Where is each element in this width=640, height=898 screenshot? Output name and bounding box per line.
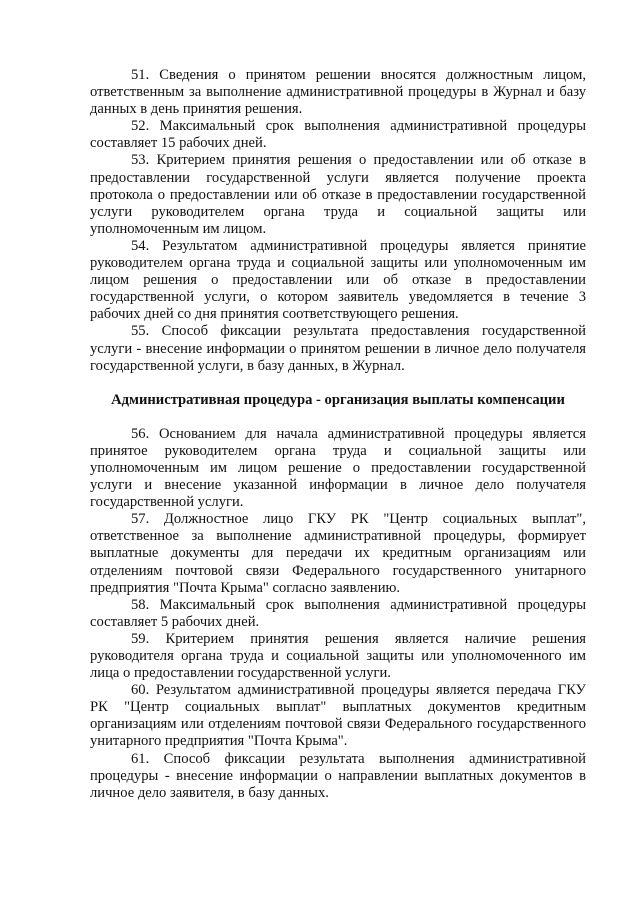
section-heading: Административная процедура - организация выплаты компенсации — [111, 391, 565, 408]
paragraph-56: 56. Основанием для начала административной процедуры является принятое руководителем органа труда и социальной защиты или уполномоченным им лицом решение о предоставлении государственной услуги и внесение указанной информации в личное дело получателя государственной услуги. — [90, 425, 586, 511]
paragraph-59: 59. Критерием принятия решения является наличие решения руководителя органа труда и социальной защиты или уполномоченного им лица о предоставлении государственной услуги. — [90, 630, 586, 682]
paragraph-52: 52. Максимальный срок выполнения административной процедуры составляет 15 рабочих дней. — [90, 118, 586, 152]
paragraph-51: 51. Сведения о принятом решении вносятся должностным лицом, ответственным за выполнение административной процедуры в Журнал и базу данных в день принятия решения. — [90, 67, 586, 118]
paragraph-55: 55. Способ фиксации результата предоставления государственной услуги - внесение информации о принятом решении в личное дело получателя государственной услуги, в базу данных, в Журнал. — [90, 323, 586, 374]
paragraph-57: 57. Должностное лицо ГКУ РК "Центр социальных выплат", ответственное за выполнение административной процедуры, формирует выплатные документы для передачи их кредитным организациям или отделениям почтовой связи Федерального государственного унитарного предприятия "Почта Крыма" согласно заявлению. — [90, 511, 586, 596]
document-page — [90, 67, 586, 802]
paragraph-61: 61. Способ фиксации результата выполнения административной процедуры - внесение информации о направлении выплатных документов в личное дело заявителя, в базу данных. — [90, 750, 586, 801]
paragraph-58: 58. Максимальный срок выполнения административной процедуры составляет 5 рабочих дней. — [90, 596, 586, 630]
paragraph-60: 60. Результатом административной процедуры является передача ГКУ РК "Центр социальных выплат" выплатных документов кредитным организациям или отделениям почтовой связи Федерального государственного унитарного предприятия "Почта Крыма". — [90, 682, 586, 750]
paragraph-54: 54. Результатом административной процедуры является принятие руководителем органа труда и социальной защиты или уполномоченным им лицом решения о предоставлении или об отказе в предоставлении государственной услуги, о котором заявитель уведомляется в течение 3 рабочих дней со дня принятия соответствующего решения. — [90, 237, 586, 323]
paragraph-53: 53. Критерием принятия решения о предоставлении или об отказе в предоставлении государственной услуги является получение проекта протокола о предоставлении или об отказе в предоставлении государственной услуги руководителем органа труда и социальной защиты или уполномоченным им лицом. — [90, 152, 586, 237]
